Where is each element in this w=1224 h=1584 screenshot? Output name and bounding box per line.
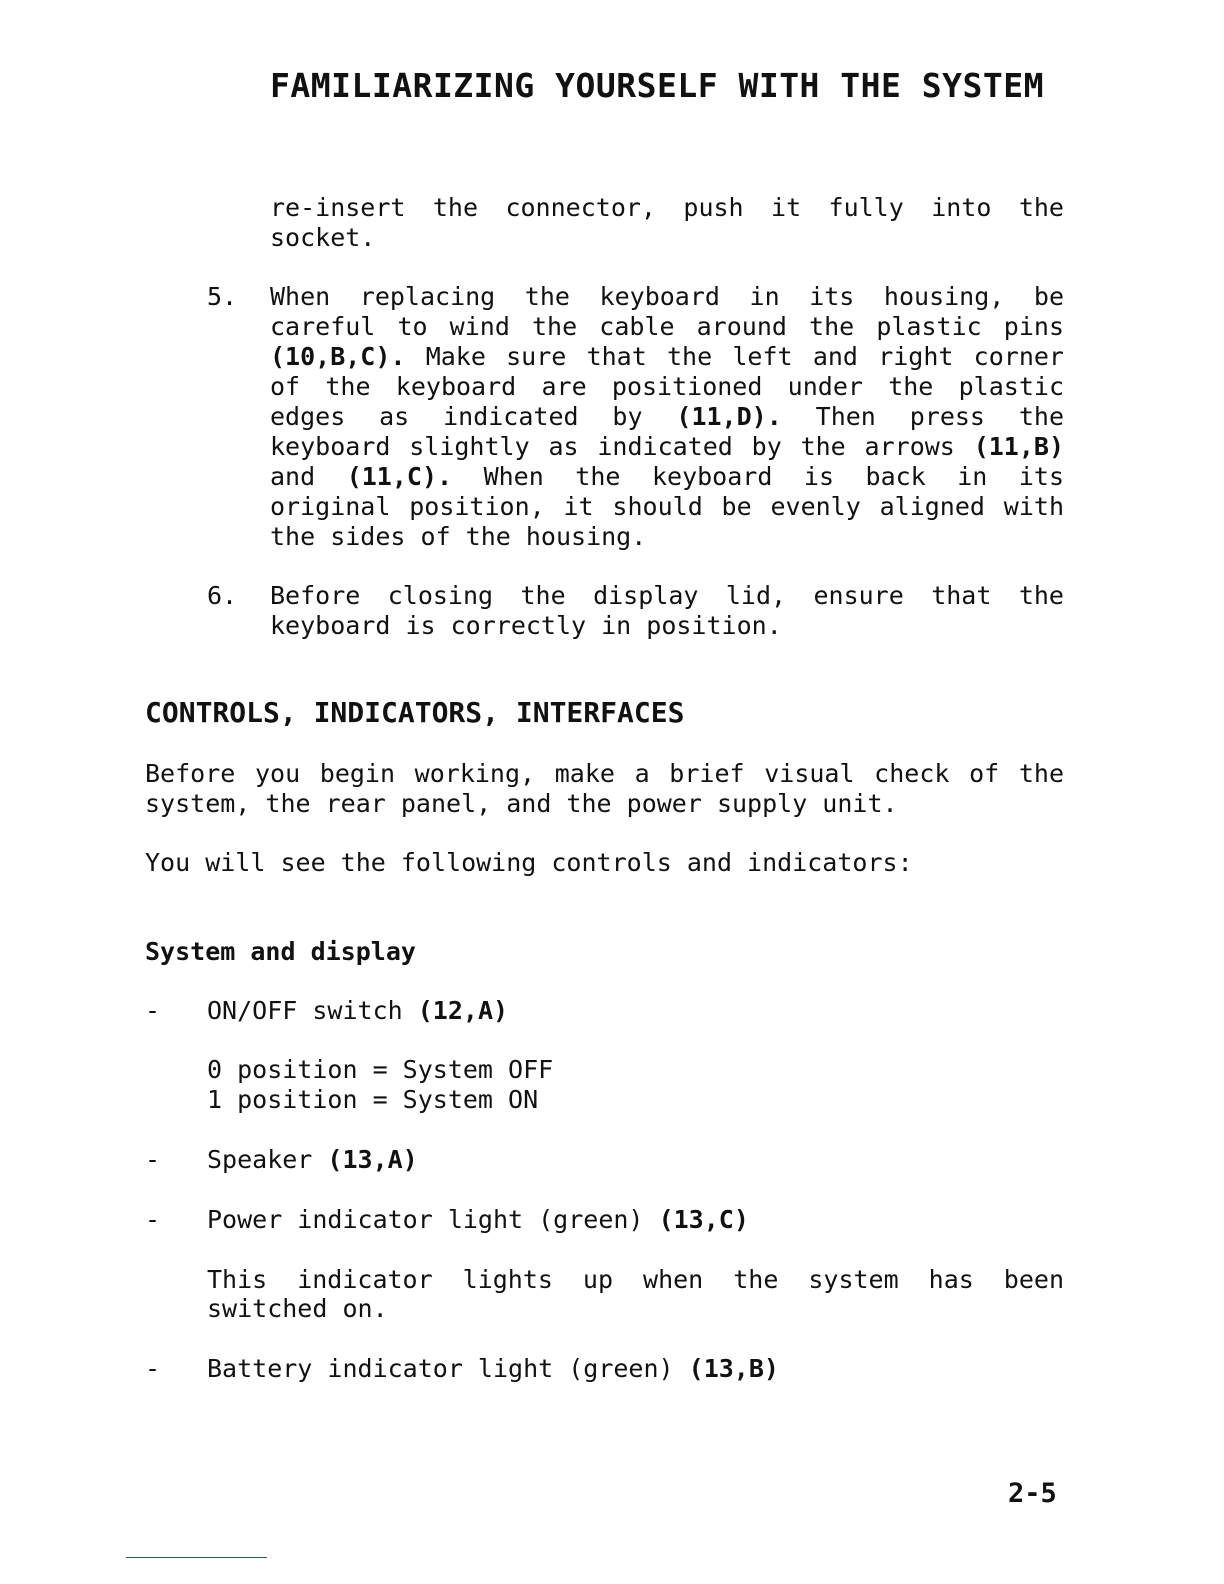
figure-reference: (10,B,C). xyxy=(270,342,406,371)
list-item-detail: switched on. xyxy=(207,1294,388,1323)
list-item-detail: 1 position = System ON xyxy=(207,1085,539,1114)
figure-reference: (11,D). xyxy=(676,402,782,431)
intro-line: You will see the following controls and indicators: xyxy=(145,848,913,877)
list-item-detail: 0 position = System OFF xyxy=(207,1055,554,1084)
figure-reference: (11,C). xyxy=(346,462,453,491)
step-line: the sides of the housing. xyxy=(270,522,647,551)
bullet: - xyxy=(145,1205,161,1234)
bullet: - xyxy=(145,1354,161,1383)
step-line: edges as indicated by (11,D). Then press the xyxy=(270,402,1064,431)
scan-divider xyxy=(126,1557,267,1558)
continuation-line: socket. xyxy=(270,223,376,252)
figure-reference: (13,B) xyxy=(688,1354,779,1383)
step-line: keyboard is correctly in position. xyxy=(270,611,782,640)
page-header: FAMILIARIZING YOURSELF WITH THE SYSTEM xyxy=(270,66,1044,105)
bullet: - xyxy=(145,996,161,1025)
list-item: ON/OFF switch (12,A) xyxy=(207,996,509,1025)
step-line: (10,B,C). Make sure that the left and right corner xyxy=(270,342,1064,371)
continuation-line: re-insert the connector, push it fully into the xyxy=(270,193,1064,222)
list-item: Speaker (13,A) xyxy=(207,1145,418,1174)
list-item: Battery indicator light (green) (13,B) xyxy=(207,1354,779,1383)
step-number: 6. xyxy=(207,581,238,610)
step-line: careful to wind the cable around the plastic pins xyxy=(270,312,1064,341)
step-line: of the keyboard are positioned under the plastic xyxy=(270,372,1064,401)
list-item: Power indicator light (green) (13,C) xyxy=(207,1205,749,1234)
step-number: 5. xyxy=(207,282,238,311)
step-line: original position, it should be evenly aligned with xyxy=(270,492,1064,521)
figure-reference: (12,A) xyxy=(417,996,509,1025)
page-number: 2-5 xyxy=(1008,1478,1057,1509)
step-line: When replacing the keyboard in its housing, be xyxy=(270,282,1064,311)
figure-reference: (11,B) xyxy=(973,432,1064,461)
figure-reference: (13,C) xyxy=(658,1205,749,1234)
list-item-detail: This indicator lights up when the system has been xyxy=(207,1265,1064,1294)
step-line: Before closing the display lid, ensure that the xyxy=(270,581,1064,610)
figure-reference: (13,A) xyxy=(327,1145,418,1174)
step-line: keyboard slightly as indicated by the arrows (11,B) xyxy=(270,432,1064,461)
subsection-heading: System and display xyxy=(145,937,416,966)
step-line: and (11,C). When the keyboard is back in its xyxy=(270,462,1065,491)
section-heading: CONTROLS, INDICATORS, INTERFACES xyxy=(145,696,685,729)
bullet: - xyxy=(145,1145,161,1174)
intro-line: Before you begin working, make a brief visual check of the xyxy=(145,759,1064,788)
intro-line: system, the rear panel, and the power supply unit. xyxy=(145,789,898,818)
